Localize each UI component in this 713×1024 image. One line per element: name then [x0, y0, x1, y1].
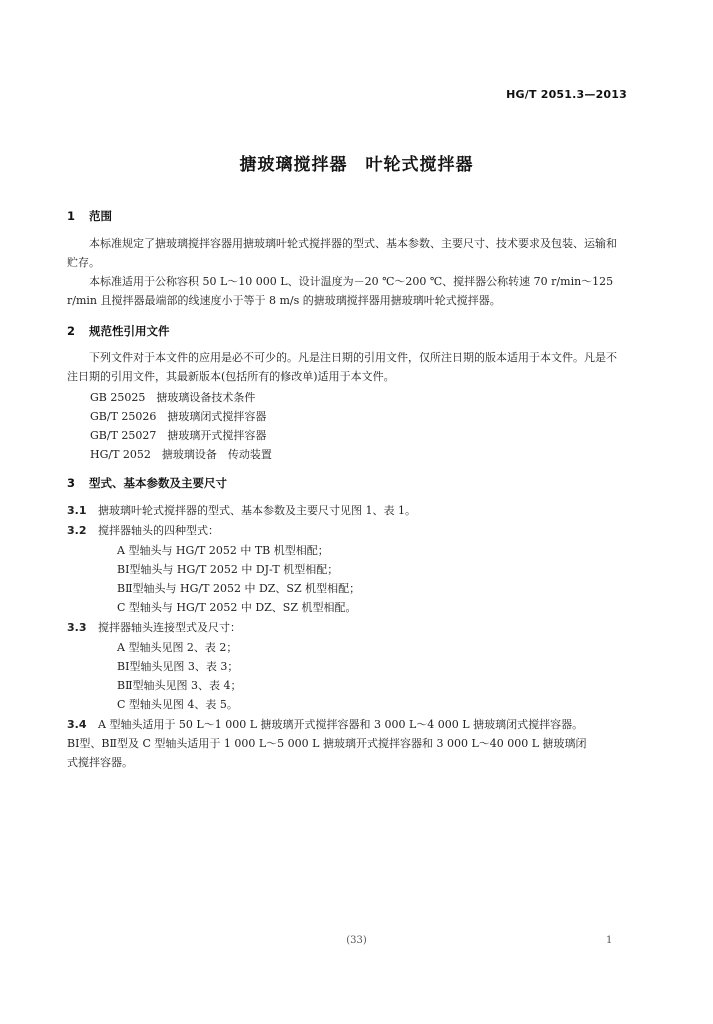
reference-item: GB/T 25027 搪玻璃开式搅拌容器: [90, 429, 267, 442]
document-title: [0, 150, 713, 175]
section-1-para-2: 本标准适用于公称容积 50 L～10 000 L、设计温度为－20 ℃～200 ℃、搅拌器公称转速 70 r/min～125 r/min 且搅拌器最端部的线速度小于等于 8 m/s 的搪玻璃搅拌器用搪玻璃叶轮式搅拌器。: [67, 275, 614, 307]
clause-3-3: 3.3 搅拌器轴头连接型式及尺寸：: [67, 621, 241, 634]
clause-3-1: 3.1 搪玻璃叶轮式搅拌器的型式、基本参数及主要尺寸见图 1、表 1。: [67, 504, 416, 517]
section-title: 范围: [89, 209, 112, 223]
shaft-type-item: A 型轴头与 HG/T 2052 中 TB 机型相配；: [117, 544, 329, 557]
clause-3-2: 3.2 搅拌器轴头的四种型式：: [67, 524, 219, 537]
standard-code: HG/T 2051.3—2013: [506, 88, 627, 101]
section-number: 2: [67, 324, 76, 338]
section-1-heading: [67, 208, 112, 224]
shaft-type-item: BⅡ型轴头与 HG/T 2052 中 DZ、SZ 机型相配；: [117, 582, 361, 595]
reference-item: GB/T 25026 搪玻璃闭式搅拌容器: [90, 410, 267, 423]
section-3-heading: [67, 475, 227, 491]
shaft-type-item: C 型轴头与 HG/T 2052 中 DZ、SZ 机型相配。: [117, 601, 357, 614]
section-number: 3: [67, 476, 76, 490]
page-number: 1: [606, 935, 613, 946]
section-title: 型式、基本参数及主要尺寸: [89, 476, 227, 490]
shaft-connection-item: C 型轴头见图 4、表 5。: [117, 698, 238, 711]
title-part1: 搪玻璃搅拌器: [239, 155, 348, 175]
shaft-type-item: BⅠ型轴头与 HG/T 2052 中 DJ-T 机型相配；: [117, 563, 339, 576]
clause-3-4-line-3: 式搅拌容器。: [67, 756, 133, 769]
section-title: 规范性引用文件: [89, 324, 170, 338]
shaft-connection-item: A 型轴头见图 2、表 2；: [117, 641, 238, 654]
reference-item: GB 25025 搪玻璃设备技术条件: [90, 391, 256, 404]
clause-3-4-line-2: BⅠ型、BⅡ型及 C 型轴头适用于 1 000 L～5 000 L 搪玻璃开式搅拌容器和 3 000 L～40 000 L 搪玻璃闭: [67, 737, 587, 750]
clause-3-4: 3.4 A 型轴头适用于 50 L～1 000 L 搪玻璃开式搅拌容器和 3 000 L～4 000 L 搪玻璃闭式搅拌容器。: [67, 718, 584, 731]
section-1-para-1: 本标准规定了搪玻璃搅拌容器用搪玻璃叶轮式搅拌器的型式、基本参数、主要尺寸、技术要求及包装、运输和贮存。: [67, 237, 617, 269]
title-part2: 叶轮式搅拌器: [365, 155, 474, 175]
page-label: (33): [346, 935, 367, 946]
section-number: 1: [67, 209, 76, 223]
section-2-heading: [67, 323, 170, 339]
shaft-connection-item: BⅠ型轴头见图 3、表 3；: [117, 660, 239, 673]
shaft-connection-item: BⅡ型轴头见图 3、表 4；: [117, 679, 242, 692]
section-2-para: 下列文件对于本文件的应用是必不可少的。凡是注日期的引用文件，仅所注日期的版本适用于本文件。凡是不注日期的引用文件，其最新版本(包括所有的修改单)适用于本文件。: [67, 351, 617, 383]
reference-item: HG/T 2052 搪玻璃设备 传动装置: [90, 448, 272, 461]
